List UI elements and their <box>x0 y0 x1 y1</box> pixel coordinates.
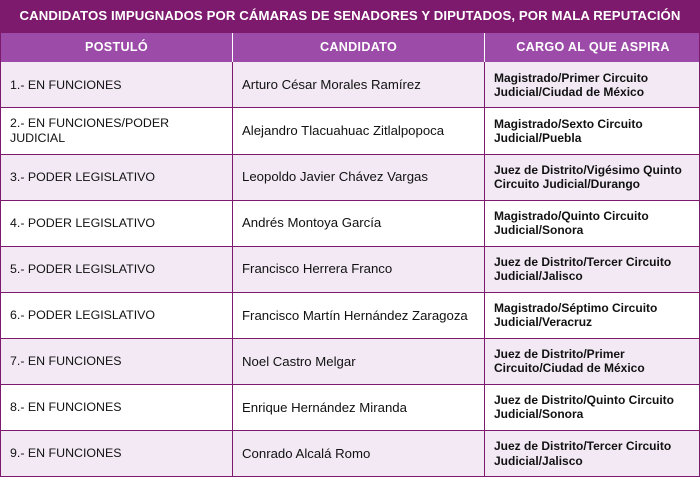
cell-candidato: Conrado Alcalá Romo <box>233 431 485 476</box>
cell-cargo: Juez de Distrito/Tercer Circuito Judicial/Jalisco <box>494 255 672 284</box>
cell-cargo: Magistrado/Séptimo Circuito Judicial/Veracruz <box>494 301 658 330</box>
cell-candidato: Alejandro Tlacuahuac Zitlalpopoca <box>233 108 485 153</box>
cell-postulo: 6.- PODER LEGISLATIVO <box>1 293 233 338</box>
table-row <box>1 62 699 108</box>
cell-candidato: Arturo César Morales Ramírez <box>233 62 485 107</box>
cell-cargo: Magistrado/Sexto Circuito Judicial/Puebla <box>494 116 643 145</box>
table-header-row <box>1 33 699 63</box>
cell-postulo: 4.- PODER LEGISLATIVO <box>1 201 233 246</box>
table-row <box>1 247 699 293</box>
table-row <box>1 431 699 476</box>
cell-candidato: Francisco Herrera Franco <box>233 247 485 292</box>
table-row <box>1 385 699 431</box>
cell-cargo: Juez de Distrito/Primer Circuito/Ciudad de México <box>494 347 645 376</box>
table-row <box>1 339 699 385</box>
cell-cargo: Magistrado/Quinto Circuito Judicial/Sonora <box>494 208 649 238</box>
table-title: CANDIDATOS IMPUGNADOS POR CÁMARAS DE SENADORES Y DIPUTADOS, POR MALA REPUTACIÓN <box>0 0 700 33</box>
cell-postulo: 1.- EN FUNCIONES <box>1 62 233 107</box>
cell-postulo: 7.- EN FUNCIONES <box>1 339 233 384</box>
cell-candidato: Leopoldo Javier Chávez Vargas <box>233 155 485 200</box>
cell-cargo: Juez de Distrito/Vigésimo Quinto Circuito Judicial/Durango <box>494 162 682 192</box>
cell-postulo: 8.- EN FUNCIONES <box>1 385 233 430</box>
cell-candidato: Enrique Hernández Miranda <box>233 385 485 430</box>
table-row <box>1 155 699 201</box>
cell-postulo: 3.- PODER LEGISLATIVO <box>1 155 233 200</box>
cell-postulo: 2.- EN FUNCIONES/PODER JUDICIAL <box>1 108 233 153</box>
cell-postulo: 5.- PODER LEGISLATIVO <box>1 247 233 292</box>
cell-candidato: Noel Castro Melgar <box>233 339 485 384</box>
cell-cargo: Juez de Distrito/Tercer Circuito Judicial/Jalisco <box>494 439 672 468</box>
column-header-cargo: CARGO AL QUE ASPIRA <box>516 39 670 54</box>
cell-candidato: Francisco Martín Hernández Zaragoza <box>233 293 485 338</box>
table-body-container <box>0 33 700 477</box>
column-header-postulo: POSTULÓ <box>1 33 233 63</box>
cell-cargo: Magistrado/Primer Circuito Judicial/Ciudad de México <box>494 70 649 99</box>
table-rows <box>1 62 699 476</box>
cell-postulo: 9.- EN FUNCIONES <box>1 431 233 476</box>
column-header-candidato: CANDIDATO <box>233 33 485 63</box>
table-row <box>1 108 699 154</box>
table-row <box>1 201 699 247</box>
cell-cargo: Juez de Distrito/Quinto Circuito Judicial/Sonora <box>494 393 675 422</box>
cell-candidato: Andrés Montoya García <box>233 201 485 246</box>
table-row <box>1 293 699 339</box>
